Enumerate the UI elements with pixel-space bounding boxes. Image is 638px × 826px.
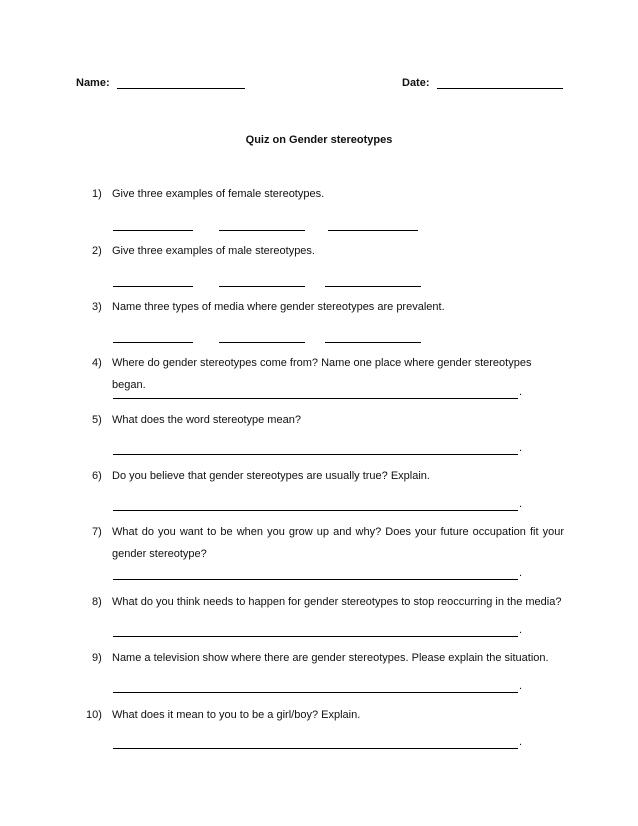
answer-blank[interactable] — [328, 220, 418, 231]
answer-end-mark: . — [519, 442, 523, 454]
answer-blank[interactable] — [113, 332, 193, 343]
question-number: 5) — [92, 414, 102, 426]
date-blank[interactable] — [437, 76, 563, 89]
answer-blank[interactable] — [325, 332, 421, 343]
question-text: What do you want to be when you grow up and why? Does your future occupation fit your gender stereotype? — [112, 526, 564, 560]
question-number: 6) — [92, 470, 102, 482]
question-text: What does the word stereotype mean? — [112, 414, 301, 426]
question-text: Give three examples of female stereotypes. — [112, 188, 325, 200]
question-text: What does it mean to you to be a girl/boy? Explain. — [112, 709, 361, 721]
question-number: 9) — [92, 652, 102, 664]
answer-end-mark: . — [519, 386, 523, 398]
answer-blank[interactable] — [219, 220, 305, 231]
answer-blank[interactable] — [113, 276, 193, 287]
date-label: Date: — [402, 77, 430, 89]
answer-blank[interactable] — [219, 332, 305, 343]
question-number: 2) — [92, 245, 102, 257]
answer-end-mark: . — [519, 624, 523, 636]
question-text: What do you think needs to happen for gender stereotypes to stop reoccurring in the media? — [112, 596, 562, 608]
answer-end-mark: . — [519, 567, 523, 579]
question-text: Name three types of media where gender stereotypes are prevalent. — [112, 301, 445, 313]
question-text: Name a television show where there are gender stereotypes. Please explain the situation. — [112, 652, 549, 664]
name-blank[interactable] — [117, 76, 245, 89]
answer-blank[interactable] — [219, 276, 305, 287]
date-field — [402, 76, 563, 89]
question-number: 3) — [92, 301, 102, 313]
question-number: 8) — [92, 596, 102, 608]
answer-end-mark: . — [519, 498, 523, 510]
question-text: Give three examples of male stereotypes. — [112, 245, 315, 257]
answer-end-mark: . — [519, 736, 523, 748]
question-text: Do you believe that gender stereotypes are usually true? Explain. — [112, 470, 430, 482]
question-number: 4) — [92, 357, 102, 369]
answer-blank[interactable] — [113, 220, 193, 231]
page-title: Quiz on Gender stereotypes — [245, 134, 393, 146]
name-label: Name: — [76, 77, 110, 89]
name-field — [76, 76, 245, 89]
question-number: 1) — [92, 188, 102, 200]
question-number: 7) — [92, 526, 102, 538]
question-text: Where do gender stereotypes come from? Name one place where gender stereotypes began. — [112, 357, 532, 391]
answer-blank[interactable] — [325, 276, 421, 287]
answer-end-mark: . — [519, 680, 523, 692]
question-number: 10) — [86, 709, 102, 721]
